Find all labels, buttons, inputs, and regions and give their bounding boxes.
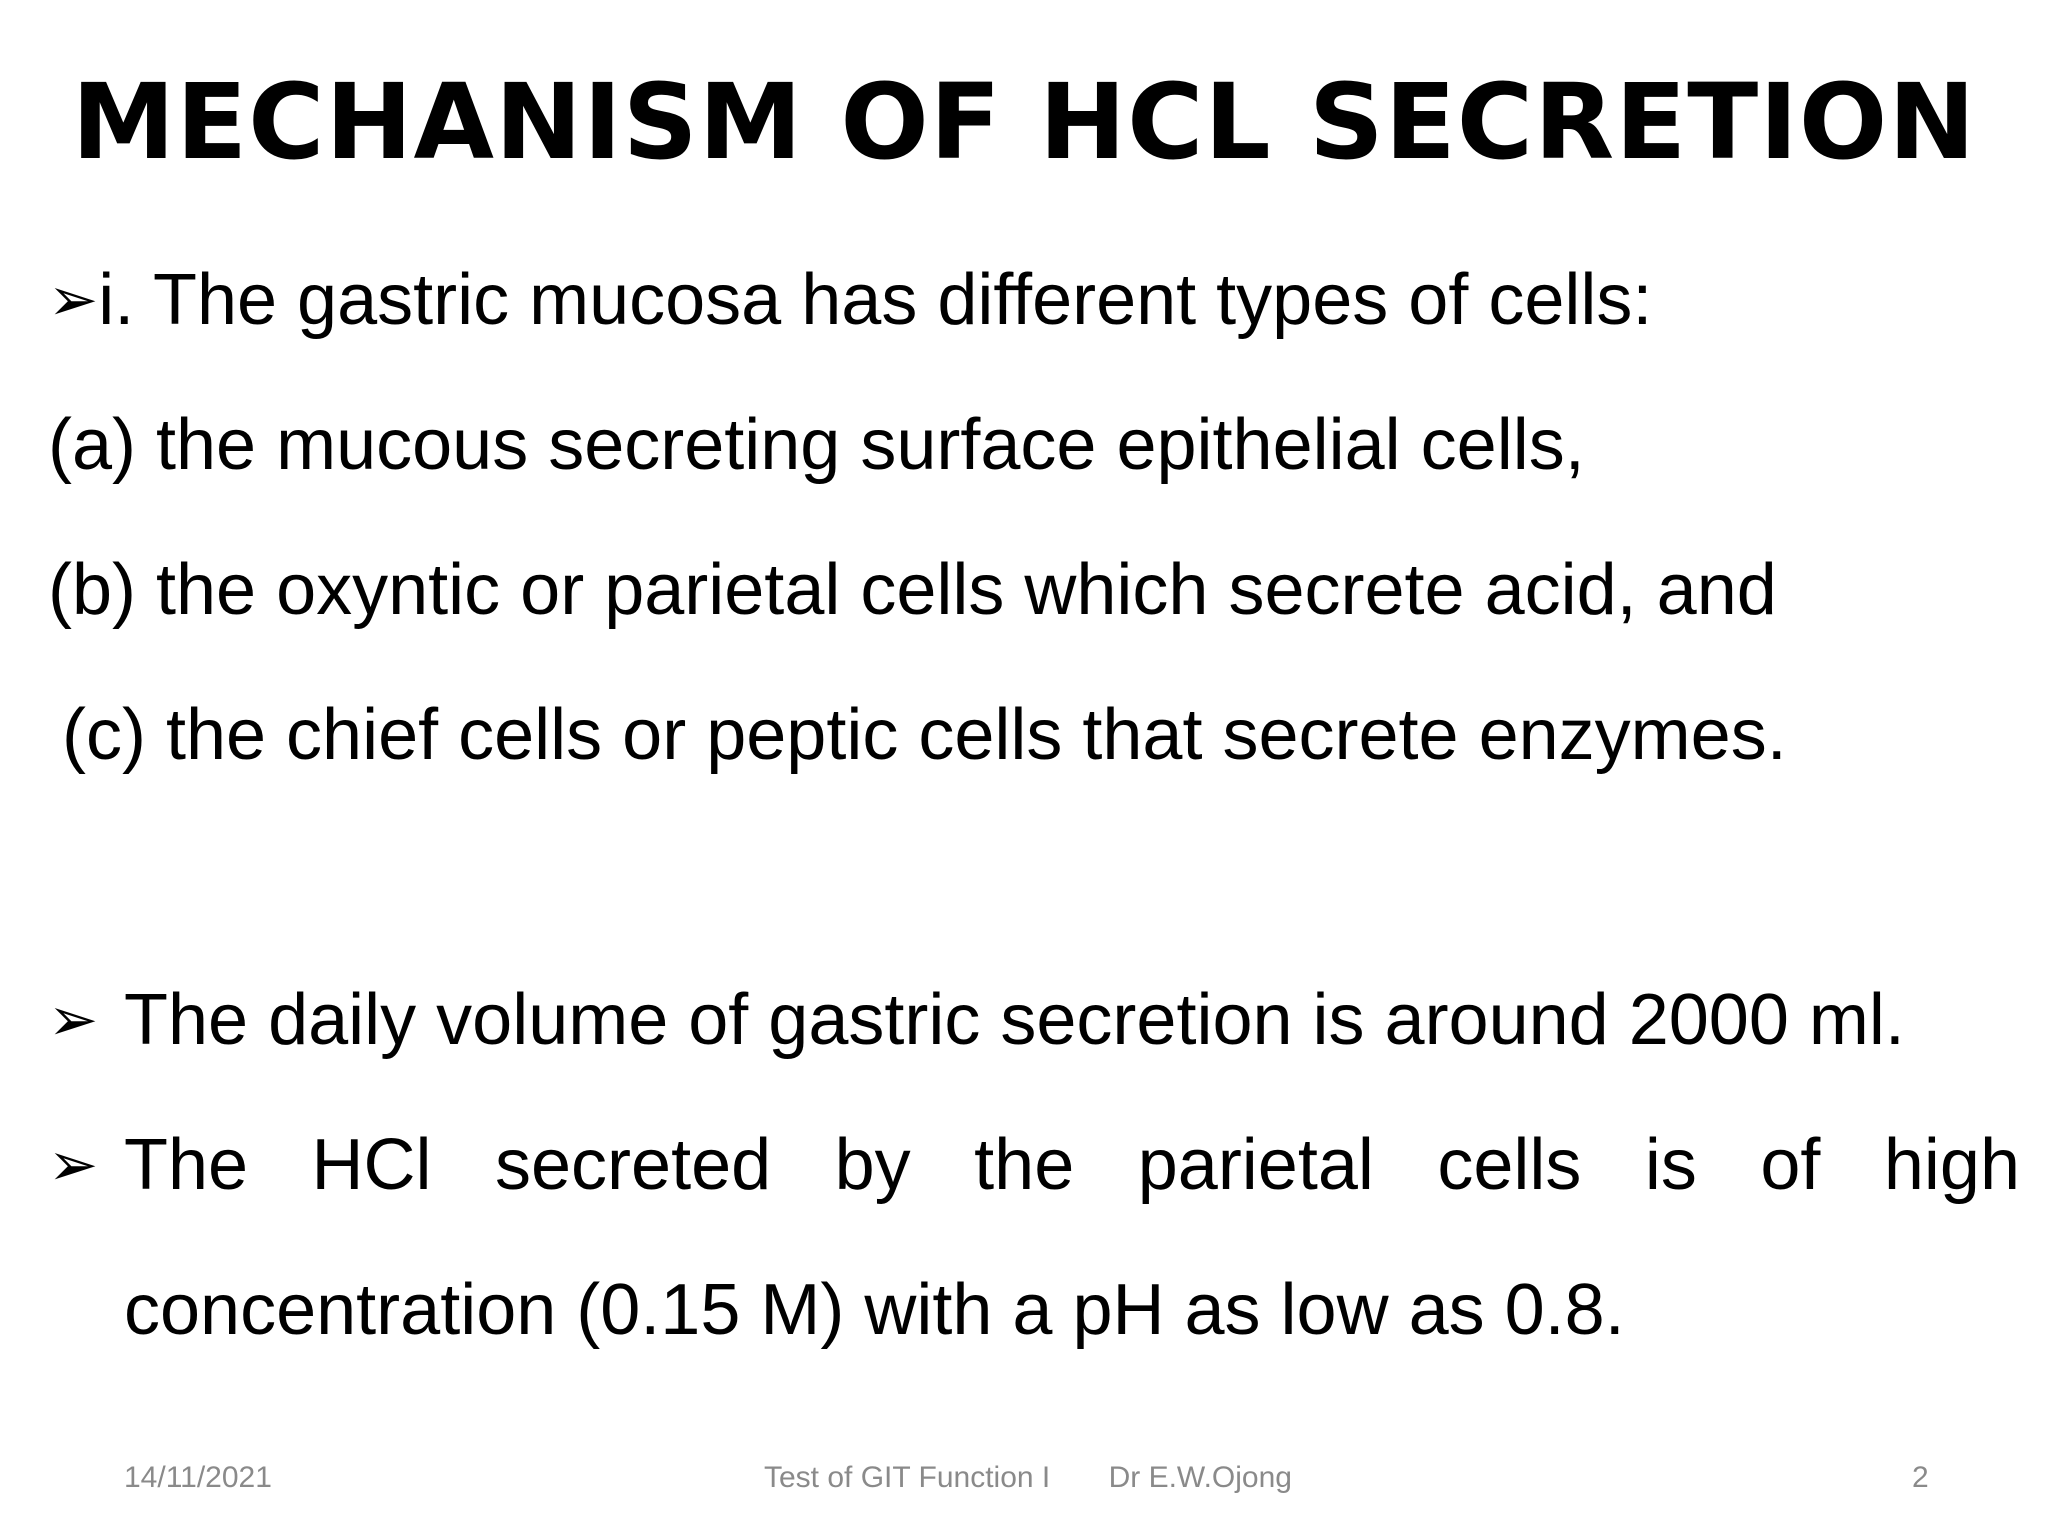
list-item-b: (b) the oxyntic or parietal cells which secrete acid, and bbox=[48, 550, 1777, 630]
footer-page-number: 2 bbox=[1912, 1461, 1929, 1494]
bullet-hcl-concentration bbox=[48, 1120, 2020, 1383]
slide-title: MECHANISM OF HCL SECRETION bbox=[71, 61, 1977, 183]
arrow-bullet-icon: ➢ bbox=[48, 265, 99, 335]
list-item-c: (c) the chief cells or peptic cells that secrete enzymes. bbox=[62, 695, 1787, 775]
footer-title-text: Test of GIT Function I Dr E.W.Ojong bbox=[764, 1461, 1292, 1494]
arrow-bullet-icon: ➢ bbox=[48, 985, 99, 1055]
list-item-a: (a) the mucous secreting surface epithelial cells, bbox=[48, 405, 1585, 485]
bullet-daily-volume bbox=[48, 975, 2020, 1065]
intro-text: i. The gastric mucosa has different types of cells: bbox=[98, 260, 1653, 340]
intro-line bbox=[48, 255, 1652, 345]
bullet-text: The HCl secreted by the parietal cells is of high concentration (0.15 M) with a pH as low as 0.8. bbox=[124, 1125, 2020, 1350]
footer-title bbox=[764, 1460, 1292, 1496]
bullet-text: The daily volume of gastric secretion is around 2000 ml. bbox=[124, 980, 1905, 1060]
arrow-bullet-icon: ➢ bbox=[48, 1130, 99, 1200]
footer-date: 14/11/2021 bbox=[124, 1461, 272, 1494]
